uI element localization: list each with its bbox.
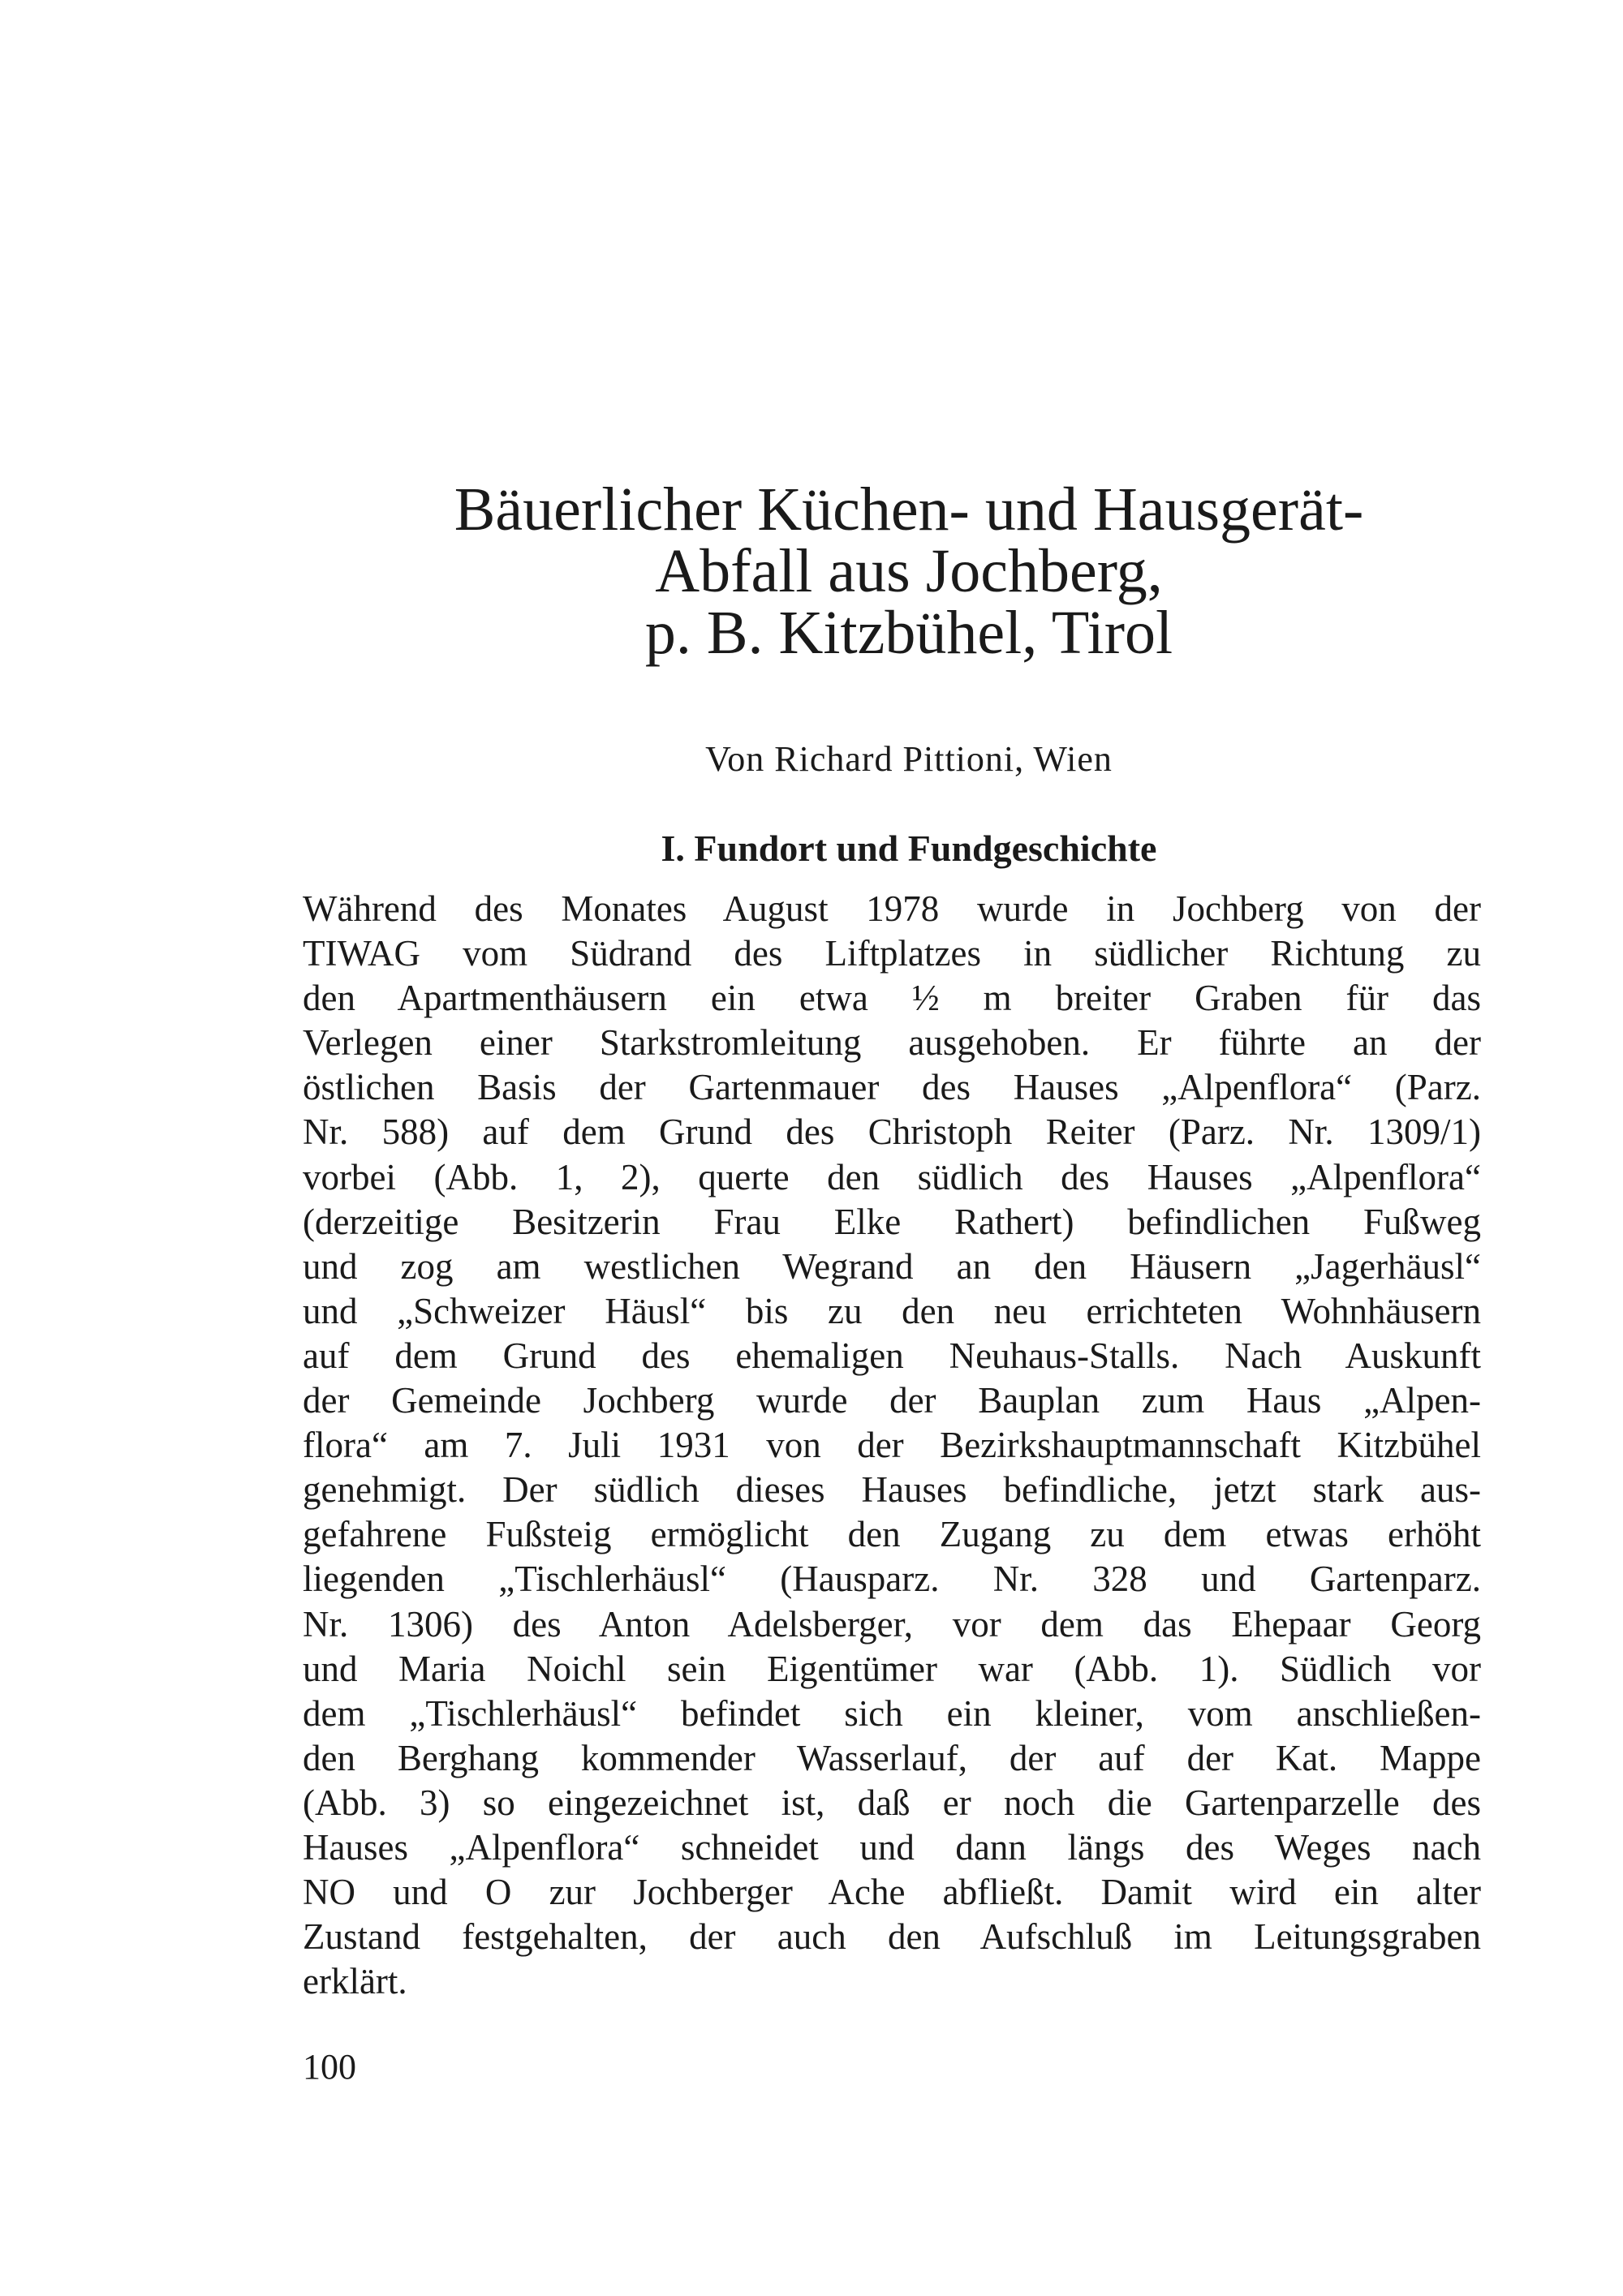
body-line: dem „Tischlerhäusl“ befindet sich ein kleiner, vom anschließen- (303, 1692, 1481, 1734)
body-line: und „Schweizer Häusl“ bis zu den neu errichteten Wohnhäusern (303, 1290, 1481, 1331)
body-line: Nr. 1306) des Anton Adelsberger, vor dem das Ehepaar Georg (303, 1603, 1481, 1645)
body-line: östlichen Basis der Gartenmauer des Hauses „Alpenflora“ (Parz. (303, 1067, 1481, 1108)
body-line: Während des Monates August 1978 wurde in Jochberg von der (303, 888, 1481, 929)
body-line: NO und O zur Jochberger Ache abfließt. Damit wird ein alter (303, 1872, 1481, 1913)
body-paragraph (303, 887, 1481, 2004)
body-line: Zustand festgehalten, der auch den Aufschluß im Leitungsgraben (303, 1916, 1481, 1958)
body-line: Verlegen einer Starkstromleitung ausgehoben. Er führte an der (303, 1022, 1481, 1064)
body-line: vorbei (Abb. 1, 2), querte den südlich des Hauses „Alpenflora“ (303, 1156, 1481, 1197)
body-line: Nr. 588) auf dem Grund des Christoph Reiter (Parz. Nr. 1309/1) (303, 1111, 1481, 1153)
body-line: genehmigt. Der südlich dieses Hauses befindliche, jetzt stark aus- (303, 1469, 1481, 1511)
body-line: den Apartmenthäusern ein etwa ½ m breiter Graben für das (303, 978, 1481, 1019)
body-line: gefahrene Fußsteig ermöglicht den Zugang zu dem etwas erhöht (303, 1514, 1481, 1555)
title-line-1: Bäuerlicher Küchen- und Hausgerät- (454, 475, 1364, 544)
body-line: und Maria Noichl sein Eigentümer war (Abb. 1). Südlich vor (303, 1648, 1481, 1689)
body-line: (Abb. 3) so eingezeichnet ist, daß er noch die Gartenparzelle des (303, 1782, 1481, 1823)
body-line: TIWAG vom Südrand des Liftplatzes in südlicher Richtung zu (303, 933, 1481, 974)
body-line: erklärt. (303, 1961, 407, 2002)
title-line-2: Abfall aus Jochberg, (655, 537, 1163, 605)
body-line: der Gemeinde Jochberg wurde der Bauplan zum Haus „Alpen- (303, 1380, 1481, 1421)
body-line: den Berghang kommender Wasserlauf, der auf der Kat. Mappe (303, 1737, 1481, 1778)
article-title (341, 475, 1477, 667)
body-line: und zog am westlichen Wegrand an den Häusern „Jagerhäusl“ (303, 1245, 1481, 1287)
section-heading: I. Fundort und Fundgeschichte (661, 828, 1157, 869)
body-line: flora“ am 7. Juli 1931 von der Bezirkshauptmannschaft Kitzbühel (303, 1425, 1481, 1466)
page-number: 100 (303, 2047, 356, 2087)
body-line: Hauses „Alpenflora“ schneidet und dann längs des Weges nach (303, 1826, 1481, 1868)
body-line: liegenden „Tischlerhäusl“ (Hausparz. Nr. 328 und Gartenparz. (303, 1559, 1481, 1600)
author-line: Von Richard Pittioni, Wien (705, 739, 1113, 779)
body-line: auf dem Grund des ehemaligen Neuhaus-Stalls. Nach Auskunft (303, 1335, 1481, 1376)
title-line-3: p. B. Kitzbühel, Tirol (644, 599, 1173, 667)
body-line: (derzeitige Besitzerin Frau Elke Rathert) befindlichen Fußweg (303, 1201, 1481, 1242)
